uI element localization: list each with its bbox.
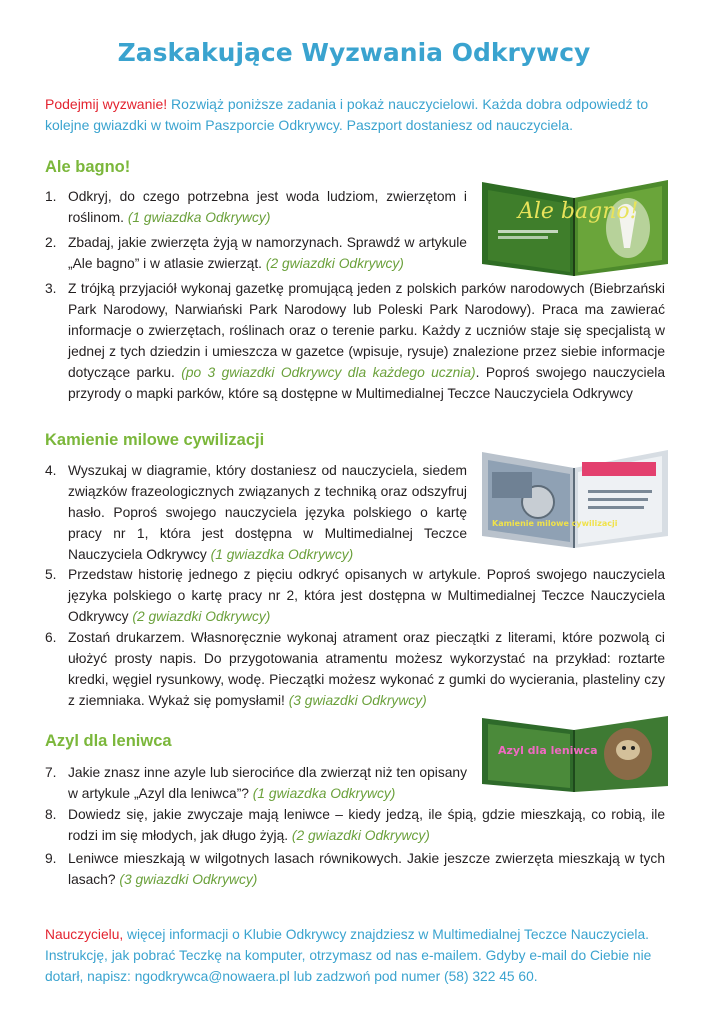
intro-lead: Podejmij wyzwanie! [45, 96, 168, 112]
task-text-after: . Poproś swojego nauczyciela przyrody o mapki parków, które są dostępne w Multimedialnej Teczce Nauczyciela Odkrywcy [68, 365, 665, 401]
task-item [45, 460, 467, 565]
task-number: 5. [45, 567, 57, 582]
task-text: Jakie znasz inne azyle lub sierocińce dla zwierząt niż ten opisany w artykule „Azyl dla leniwca”? [68, 765, 467, 801]
task-item [45, 186, 467, 228]
task-text: Dowiedz się, jakie zwyczaje mają leniwce – kiedy jedzą, ile śpią, gdzie mieszkają, co robią, ile rodzi im się młodych, jak długo żyją. [68, 807, 665, 843]
task-stars: (po 3 gwiazdki Odkrywcy dla każdego ucznia) [181, 365, 476, 380]
task-text: Przedstaw historię jednego z pięciu odkryć opisanych w artykule. Poproś swojego nauczyciela języka polskiego o kartę pracy nr 2, która jest dostępna w Multimedialnej Teczce Nauczyciela Odkrywcy [68, 567, 665, 624]
task-item [45, 762, 467, 804]
task-number: 2. [45, 235, 57, 250]
task-stars: (3 gwiazdki Odkrywcy) [119, 872, 258, 887]
task-number: 4. [45, 463, 57, 478]
magazine-title: Kamienie milowe cywilizacji [492, 519, 618, 528]
page-title: Zaskakujące Wyzwania Odkrywcy [117, 38, 591, 67]
task-text: Z trójką przyjaciół wykonaj gazetkę promującą jeden z polskich parków narodowych (Biebrzański Park Narodowy, Narwiański Park Narodowy lub Poleski Park Narodowy). Praca ma zawierać informacje o zwierzętach, roślinach oraz o terenie parku. Każdy z uczniów staje się specjalistą w jednej z tych dziedzin i umieszcza w gazetce (wpisuje, rysuje) znalezione przez siebie informacje dotyczące parku. [68, 281, 665, 380]
intro-paragraph [45, 94, 675, 136]
task-stars: (1 gwiazdka Odkrywcy) [210, 547, 354, 562]
task-stars: (3 gwiazdki Odkrywcy) [288, 693, 427, 708]
task-number: 9. [45, 851, 57, 866]
magazine-title: Ale bagno! [518, 199, 639, 224]
task-text: Zostań drukarzem. Własnoręcznie wykonaj atrament oraz pieczątki z literami, które pozwolą ci ułożyć prosty napis. Do przygotowania atramentu możesz wykorzystać na przykład: roztarte kredki, węgiel rysunkowy, wodę. Pieczątki możesz wykonać z gumki do wycierania, plasteliny czy z ziemniaka. Wykaż się pomysłami! [68, 630, 665, 708]
task-text: Leniwce mieszkają w wilgotnych lasach równikowych. Jakie jeszcze zwierzęta mieszkają w tych lasach? [68, 851, 665, 887]
task-number: 7. [45, 765, 57, 780]
task-item [45, 627, 665, 711]
task-stars: (2 gwiazdki Odkrywcy) [132, 609, 271, 624]
task-item [45, 232, 467, 274]
footer-lead: Nauczycielu, [45, 927, 124, 942]
magazine-ale-bagno-image [478, 168, 672, 280]
magazine-azyl-dla-leniwca-image [478, 712, 672, 796]
task-stars: (1 gwiazdka Odkrywcy) [127, 210, 271, 225]
teacher-footer [45, 924, 675, 987]
task-item [45, 848, 665, 890]
task-stars: (2 gwiazdki Odkrywcy) [291, 828, 430, 843]
task-text: Wyszukaj w diagramie, który dostaniesz od nauczyciela, siedem związków frazeologicznych związanych z techniką oraz odszyfruj hasło. Poproś swojego nauczyciela języka polskiego o kartę pracy nr 1, która jest dostępna w Multimedialnej Teczce Nauczyciela Odkrywcy [68, 463, 467, 562]
magazine-kamienie-milowe-image [478, 444, 672, 552]
task-number: 8. [45, 807, 57, 822]
task-number: 6. [45, 630, 57, 645]
task-stars: (2 gwiazdki Odkrywcy) [265, 256, 404, 271]
task-item [45, 278, 665, 404]
section-heading-azyl-dla-leniwca: Azyl dla leniwca [45, 732, 172, 750]
task-item [45, 804, 665, 846]
task-text: Zbadaj, jakie zwierzęta żyją w namorzynach. Sprawdź w artykule „Ale bagno” i w atlasie zwierząt. [68, 235, 467, 271]
footer-text: więcej informacji o Klubie Odkrywcy znajdziesz w Multimedialnej Teczce Nauczyciela. Instrukcję, jak pobrać Teczkę na komputer, otrzymasz od nas e-mailem. Gdyby e-mail do Ciebie nie dotarł, napisz: ngodkrywca@nowaera.pl lub zadzwoń pod numer (58) 322 45 60. [45, 927, 652, 984]
task-stars: (1 gwiazdka Odkrywcy) [252, 786, 396, 801]
intro-text: Rozwiąż poniższe zadania i pokaż nauczycielowi. Każda dobra odpowiedź to kolejne gwiazdki w twoim Paszporcie Odkrywcy. Paszport dostaniesz od nauczyciela. [45, 96, 649, 133]
task-number: 1. [45, 189, 57, 204]
section-heading-kamienie-milowe: Kamienie milowe cywilizacji [45, 431, 265, 449]
task-text: Odkryj, do czego potrzebna jest woda ludziom, zwierzętom i roślinom. [68, 189, 467, 225]
section-heading-ale-bagno: Ale bagno! [45, 158, 131, 176]
magazine-title: Azyl dla leniwca [498, 744, 598, 757]
task-number: 3. [45, 281, 57, 296]
task-item [45, 564, 665, 627]
